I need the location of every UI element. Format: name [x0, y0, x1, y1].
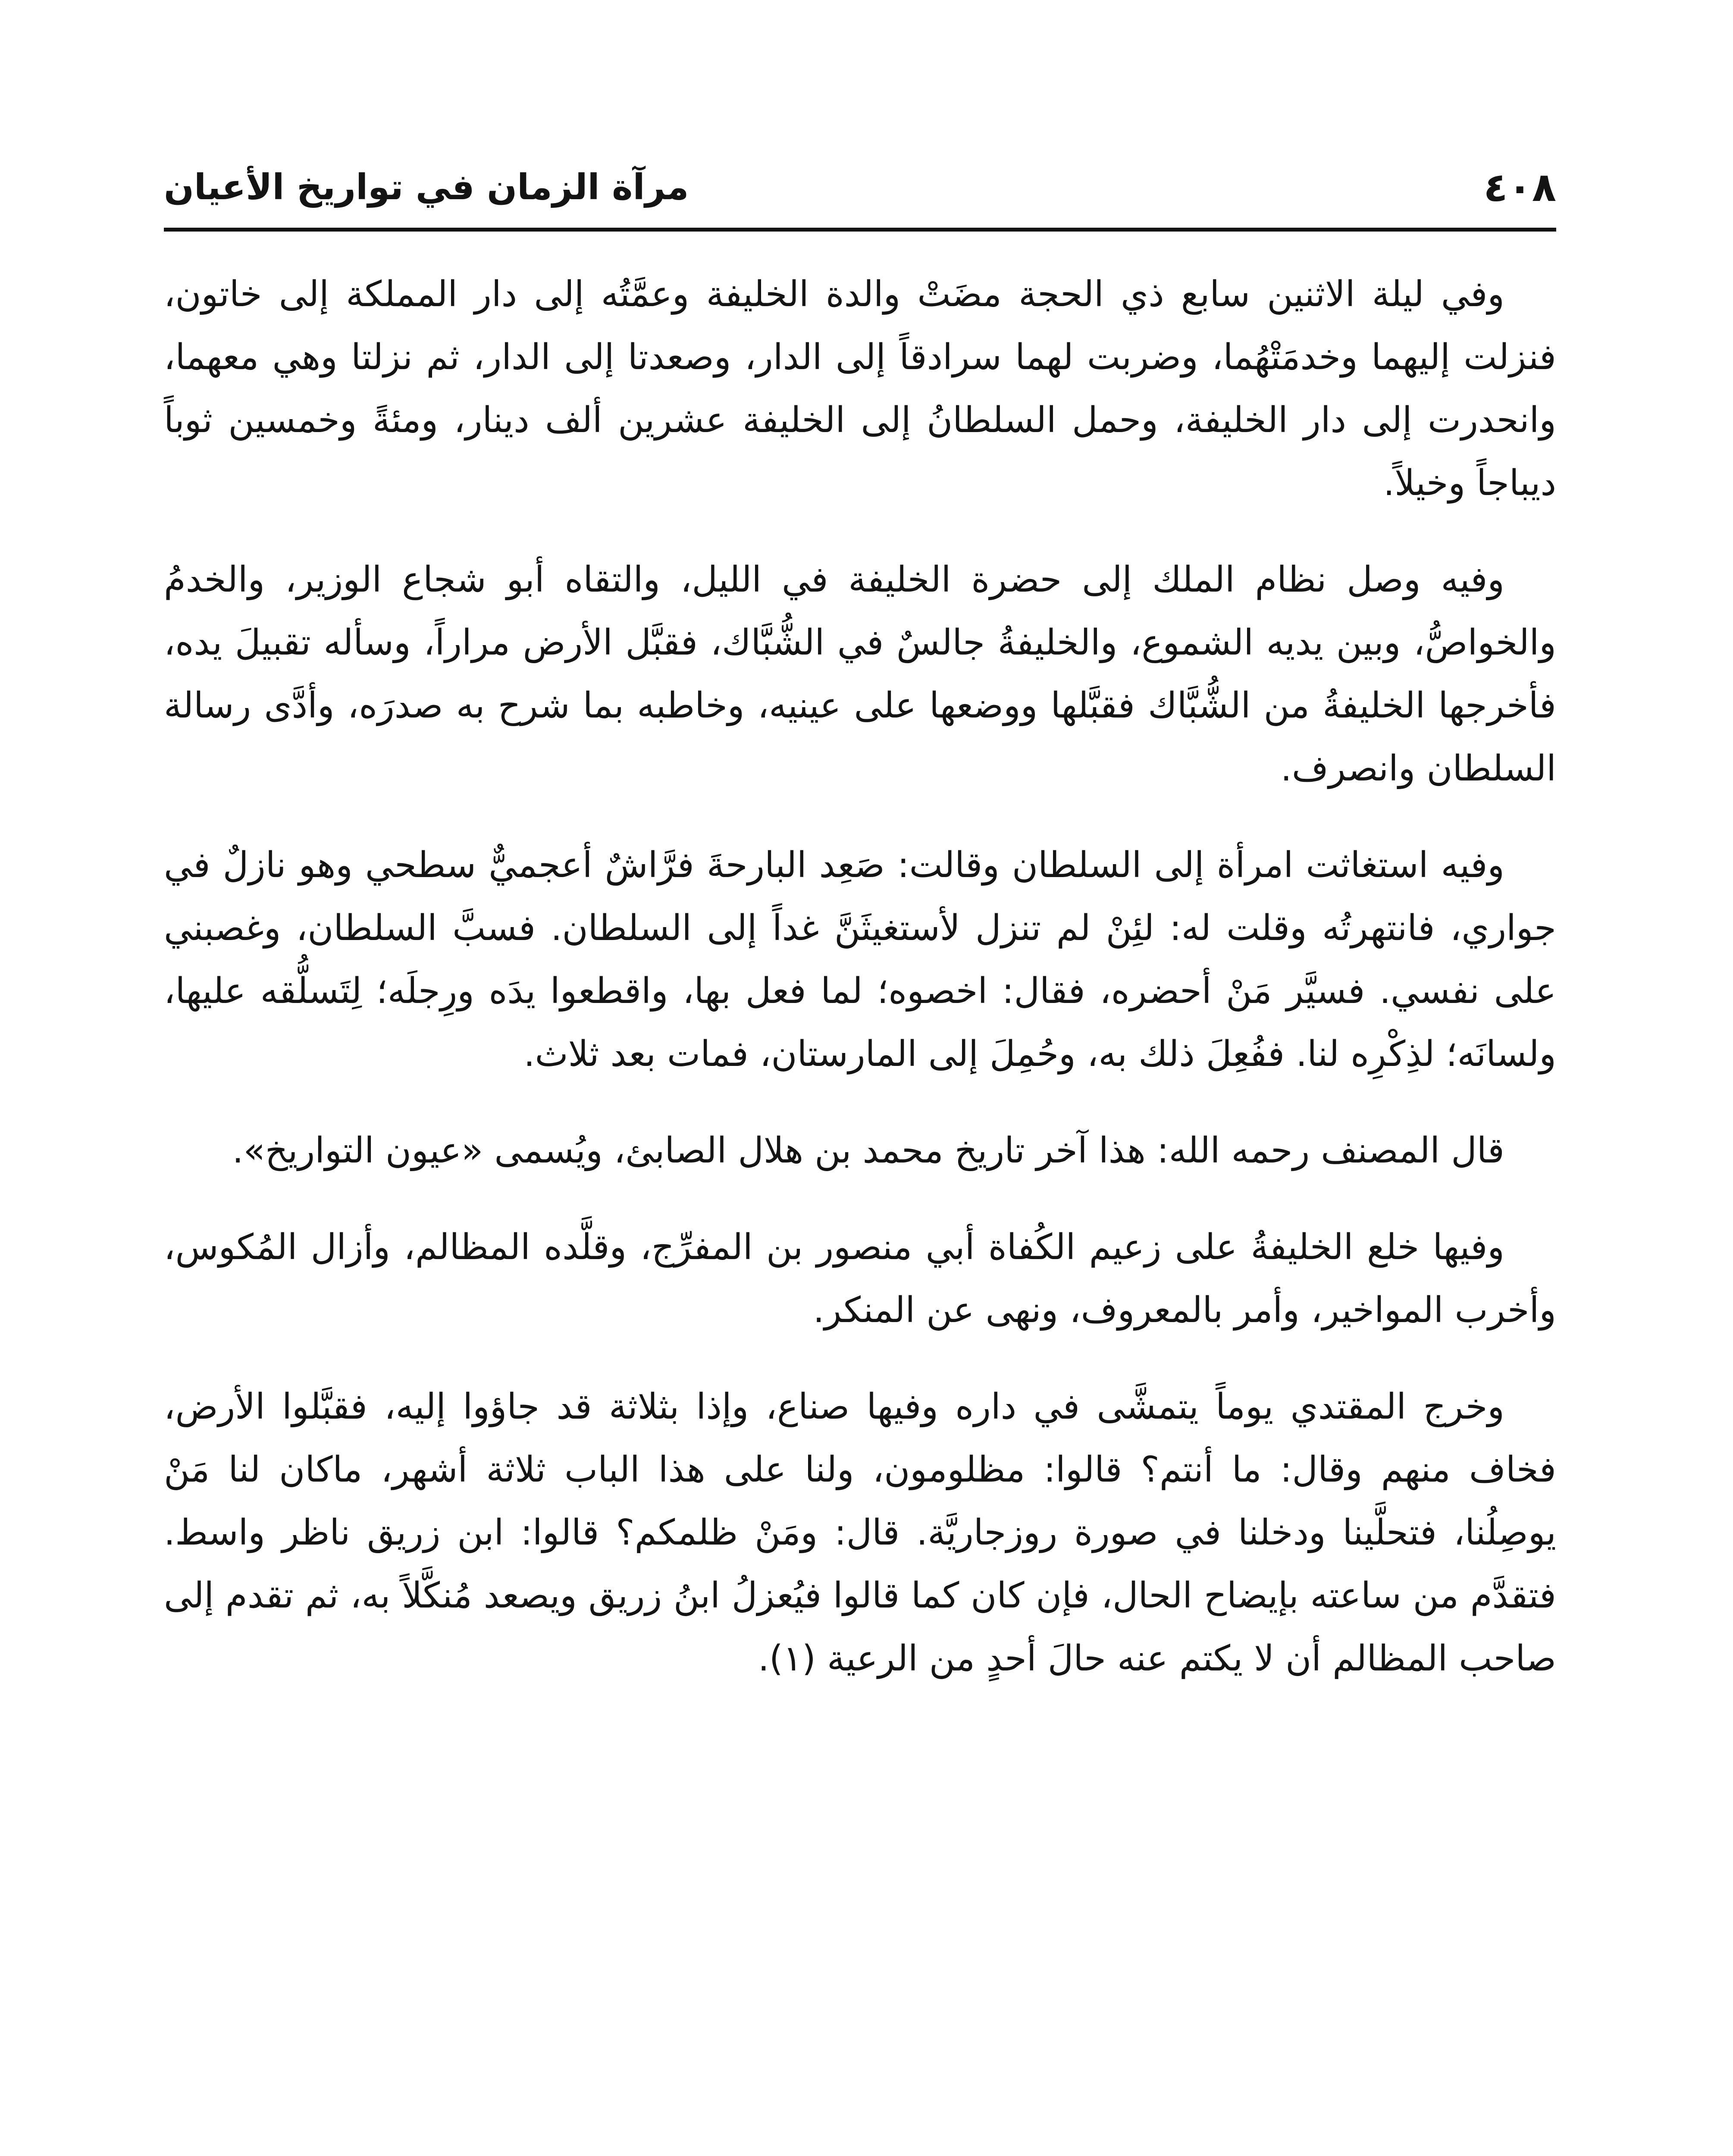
paragraph: وفيه استغاثت امرأة إلى السلطان وقالت: صَعِد البارحةَ فرَّاشٌ أعجميٌّ سطحي وهو نازلٌ في جواري، فانتهرتُه وقلت له: لئِنْ لم تنزل لأستغيثَنَّ غداً إلى السلطان. فسبَّ السلطان، وغصبني على نفسي. فسيَّر مَنْ أحضره، فقال: اخصوه؛ لما فعل بها، واقطعوا يدَه ورِجلَه؛ لِتَسلُّقه عليها، ولسانَه؛ لذِكْرِه لنا. ففُعِلَ ذلك به، وحُمِلَ إلى المارستان، فمات بعد ثلاث. [164, 845, 1556, 1075]
paragraph: قال المصنف رحمه الله: هذا آخر تاريخ محمد بن هلال الصابئ، ويُسمى «عيون التواريخ». [232, 1130, 1504, 1171]
paragraph: وفيها خلع الخليفةُ على زعيم الكُفاة أبي منصور بن المفرِّج، وقلَّده المظالم، وأزال المُكوس، وأخرب المواخير، وأمر بالمعروف، ونهى عن المنكر. [164, 1227, 1556, 1331]
page-header [164, 160, 1556, 224]
paragraph: وفي ليلة الاثنين سابع ذي الحجة مضَتْ والدة الخليفة وعمَّتُه إلى دار المملكة إلى خاتون، فنزلت إليهما وخدمَتْهُما، وضربت لهما سرادقاً إلى الدار، وصعدتا إلى الدار، ثم نزلتا وهي معهما، وانحدرت إلى دار الخليفة، وحمل السلطانُ إلى الخليفة عشرين ألف دينار، ومئةً وخمسين ثوباً ديباجاً وخيلاً. [164, 274, 1556, 504]
header-rule [164, 228, 1556, 232]
page-number: ٤٠٨ [1483, 164, 1556, 210]
paragraph: وخرج المقتدي يوماً يتمشَّى في داره وفيها صناع، وإذا بثلاثة قد جاؤوا إليه، فقبَّلوا الأرض، فخاف منهم وقال: ما أنتم؟ قالوا: مظلومون، ولنا على هذا الباب ثلاثة أشهر، ماكان لنا مَنْ يوصِلُنا، فتحلَّينا ودخلنا في صورة روزجاريَّة. قال: ومَنْ ظلمكم؟ قالوا: ابن زريق ناظر واسط. فتقدَّم من ساعته بإيضاح الحال، فإن كان كما قالوا فيُعزلُ ابنُ زريق ويصعد مُنكَّلاً به، ثم تقدم إلى صاحب المظالم أن لا يكتم عنه حالَ أحدٍ من الرعية (١). [164, 1386, 1556, 1679]
paragraph: وفيه وصل نظام الملك إلى حضرة الخليفة في الليل، والتقاه أبو شجاع الوزير، والخدمُ والخواصُّ، وبين يديه الشموع، والخليفةُ جالسٌ في الشُّبَّاك، فقبَّل الأرض مراراً، وسأله تقبيلَ يده، فأخرجها الخليفةُ من الشُّبَّاك فقبَّلها ووضعها على عينيه، وخاطبه بما شرح به صدرَه، وأدَّى رسالة السلطان وانصرف. [164, 559, 1556, 789]
body-text [164, 263, 1556, 1724]
running-title: مرآة الزمان في تواريخ الأعيان [164, 167, 689, 208]
